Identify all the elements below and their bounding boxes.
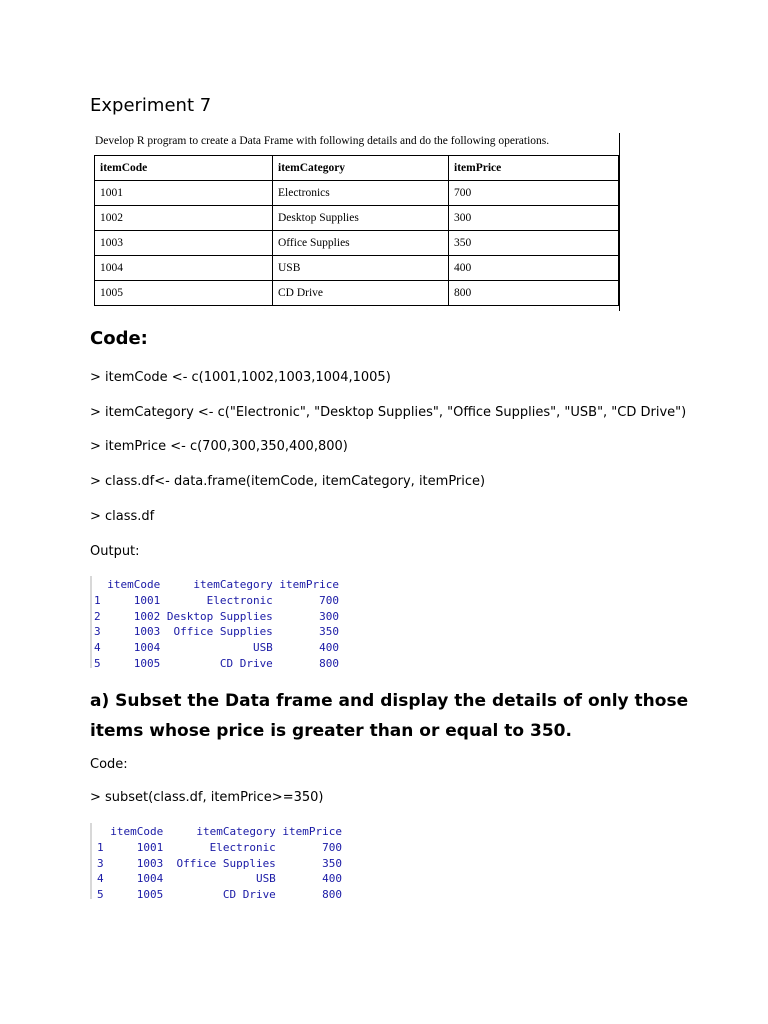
table-row (95, 256, 619, 281)
table-row (95, 281, 619, 306)
table-cell: CD Drive (273, 281, 449, 306)
table-cell: 1004 (95, 256, 273, 281)
table-cell: 1003 (95, 231, 273, 256)
table-row (95, 206, 619, 231)
code-label-a: Code: (90, 757, 128, 772)
table-cell: 400 (449, 256, 619, 281)
r-command-subset: > subset(class.df, itemPrice>=350) (90, 790, 324, 805)
table-header-row (95, 156, 619, 181)
spec-table (94, 155, 619, 306)
table-cell: Desktop Supplies (273, 206, 449, 231)
question-a: a) Subset the Data frame and display the details of only those items whose price is greater than or equal to 350. (90, 691, 689, 741)
table-frame-line (619, 133, 620, 311)
r-command: > itemCategory <- c("Electronic", "Desktop Supplies", "Office Supplies", "USB", "CD Drive") (90, 405, 687, 420)
r-command: > class.df (90, 509, 155, 524)
header-cell: itemCode (95, 156, 273, 181)
table-cell: 1005 (95, 281, 273, 306)
console-output-subset: itemCode itemCategory itemPrice 1 1001 Electronic 700 3 1003 Office Supplies 350 4 1004 USB 400 5 1005 CD Drive 800 (97, 825, 343, 902)
header-cell: itemPrice (449, 156, 619, 181)
table-cell: 800 (449, 281, 619, 306)
page-title: Experiment 7 (90, 95, 212, 116)
r-command: > itemCode <- c(1001,1002,1003,1004,1005) (90, 370, 391, 385)
table-cell: USB (273, 256, 449, 281)
table-cell: 1002 (95, 206, 273, 231)
r-command: > class.df<- data.frame(itemCode, itemCategory, itemPrice) (90, 474, 486, 489)
header-cell: itemCategory (273, 156, 449, 181)
console-gutter (90, 576, 92, 668)
console-gutter (90, 823, 92, 899)
cropped-edge-dots (94, 306, 619, 312)
table-cell: 1001 (95, 181, 273, 206)
code-heading: Code: (90, 328, 148, 349)
r-command: > itemPrice <- c(700,300,350,400,800) (90, 439, 348, 454)
table-row (95, 181, 619, 206)
table-cell: 300 (449, 206, 619, 231)
table-cell: Office Supplies (273, 231, 449, 256)
console-output: itemCode itemCategory itemPrice 1 1001 Electronic 700 2 1002 Desktop Supplies 300 3 1003 Office Supplies 350 4 1004 USB 400 5 1005 CD Drive 800 (94, 578, 340, 670)
table-cell: 700 (449, 181, 619, 206)
intro-text: Develop R program to create a Data Frame with following details and do the following operations. (95, 135, 550, 147)
table-cell: 350 (449, 231, 619, 256)
output-label: Output: (90, 544, 140, 559)
table-row (95, 231, 619, 256)
table-cell: Electronics (273, 181, 449, 206)
